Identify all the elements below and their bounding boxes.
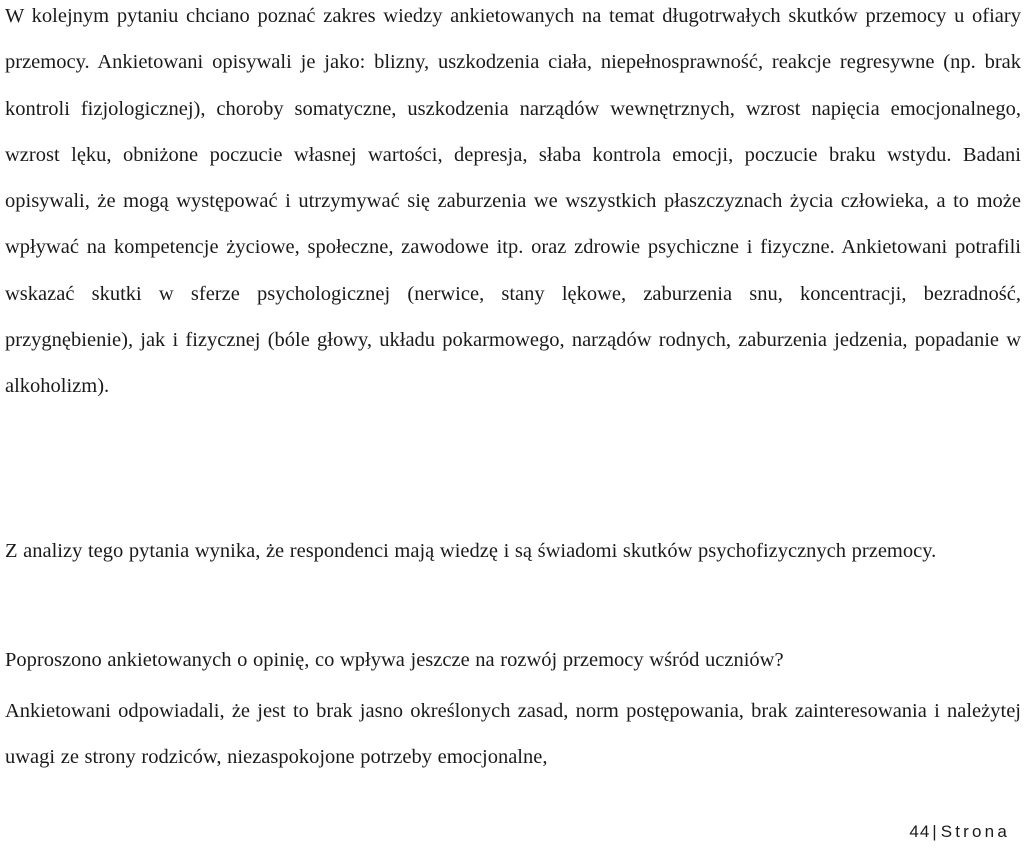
page-footer (909, 820, 1010, 844)
page-number: 44 (909, 822, 931, 841)
footer-label: Strona (940, 822, 1010, 841)
footer-separator: | (932, 822, 937, 841)
paragraph-analysis-conclusion: Z analizy tego pytania wynika, że respondenci mają wiedzę i są świadomi skutków psychofizycznych przemocy. (5, 540, 937, 562)
paragraph-long-term-effects: W kolejnym pytaniu chciano poznać zakres wiedzy ankietowanych na temat długotrwałych skutków przemocy u ofiary przemocy. Ankietowani opisywali je jako: blizny, uszkodzenia ciała, niepełnosprawność, reakcje regresywne (np. brak kontroli fizjologicznej), choroby somatyczne, uszkodzenia narządów wewnętrznych, wzrost napięcia emocjonalnego, wzrost lęku, obniżone poczucie własnej wartości, depresja, słaba kontrola emocji, poczucie braku wstydu. Badani opisywali, że mogą występować i utrzymywać się zaburzenia we wszystkich płaszczyznach życia człowieka, a to może wpływać na kompetencje życiowe, społeczne, zawodowe itp. oraz zdrowie psychiczne i fizyczne. Ankietowani potrafili wskazać skutki w sferze psychologicznej (nerwice, stany lękowe, zaburzenia snu, koncentracji, bezradność, przygnębienie), jak i fizycznej (bóle głowy, układu pokarmowego, narządów rodnych, zaburzenia jedzenia, popadanie w alkoholizm). (5, 5, 1021, 398)
paragraph-answers: Ankietowani odpowiadali, że jest to brak jasno określonych zasad, norm postępowania, brak zainteresowania i należytej uwagi ze strony rodziców, niezaspokojone potrzeby emocjonalne, (5, 700, 1021, 769)
paragraph-question: Poproszono ankietowanych o opinię, co wpływa jeszcze na rozwój przemocy wśród uczniów? (5, 649, 784, 671)
